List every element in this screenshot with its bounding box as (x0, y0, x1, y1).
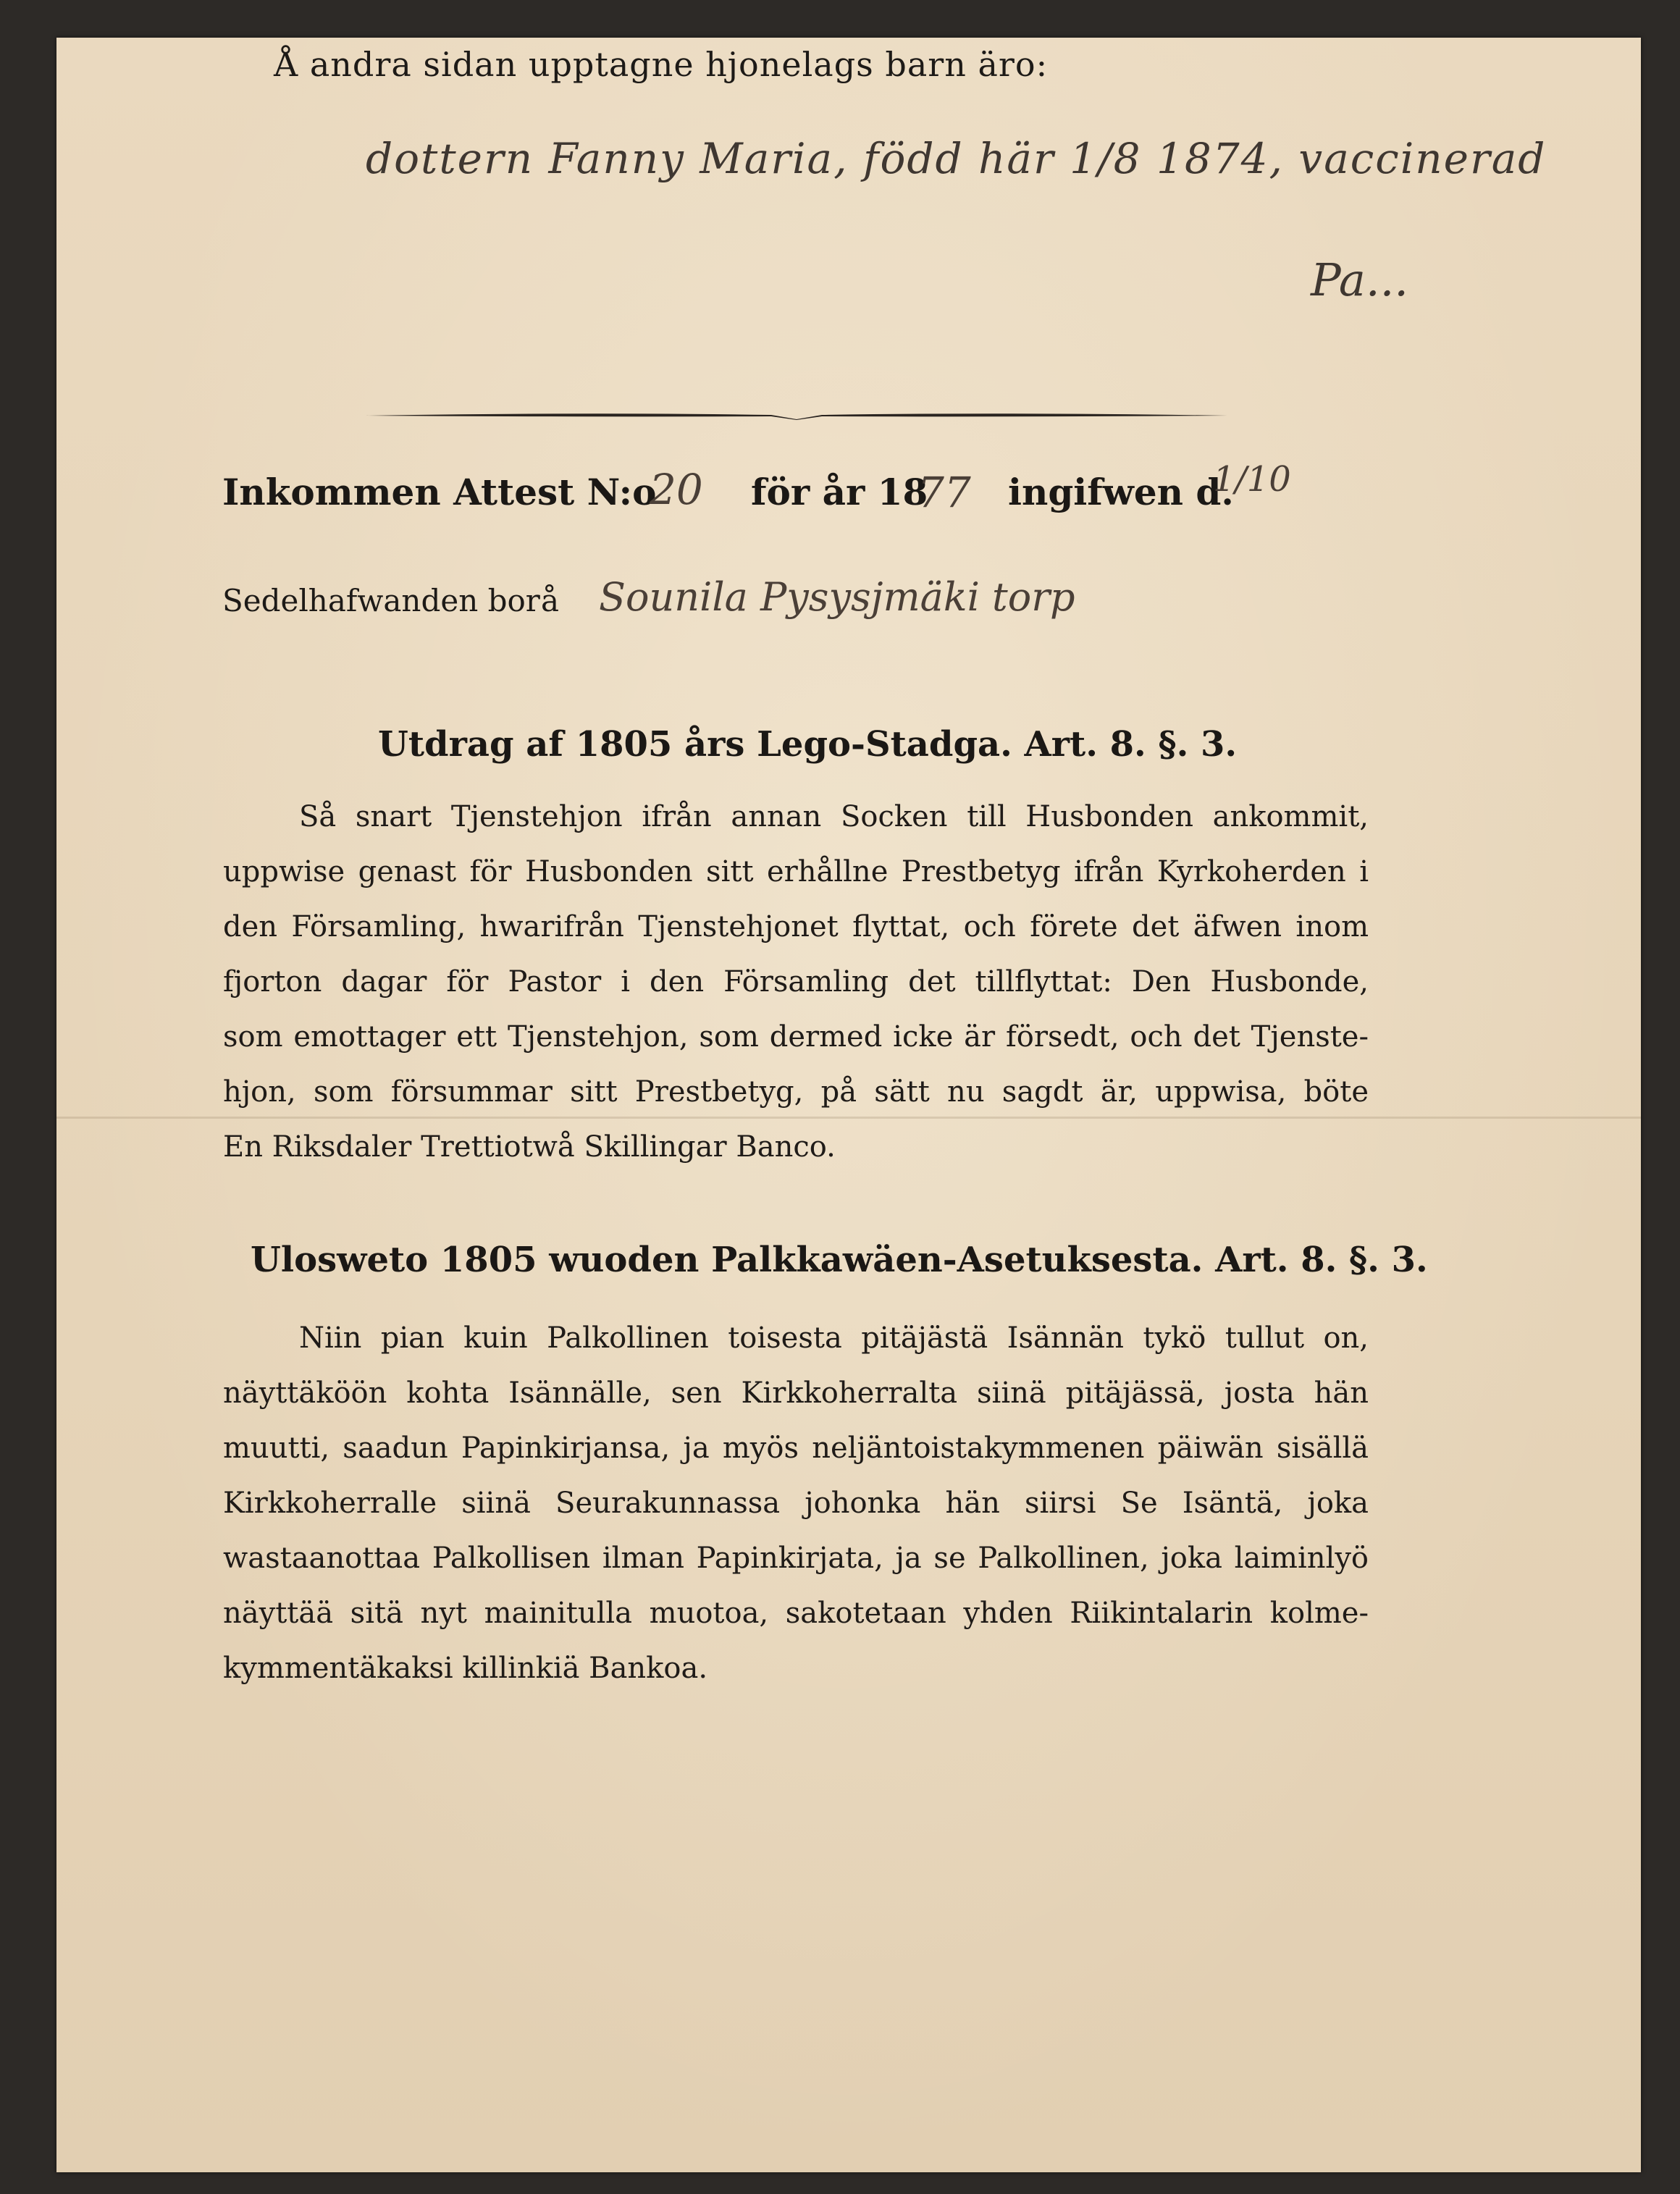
finnish-line: wastaanottaa Palkollisen ilman Papinkirjata, ja se Palkollinen, joka laiminlyö (223, 1542, 1369, 1575)
attest-date: 1/10 (1213, 459, 1291, 500)
residence-prefix: å (541, 583, 560, 618)
swedish-paragraph (223, 789, 1369, 1174)
attest-year-label: för år 18 (751, 471, 928, 513)
swedish-line: fjorton dagar för Pastor i den Församling det tillflyttat: Den Husbonde, (223, 965, 1369, 999)
children-header: Å andra sidan upptagne hjonelags barn äro: (274, 45, 1049, 84)
finnish-line: näyttäköön kohta Isännälle, sen Kirkkoherralta siinä pitäjässä, josta hän (223, 1376, 1369, 1410)
residence-label: Sedelhafwanden bor (222, 583, 540, 618)
finnish-line: näyttää sitä nyt mainitulla muotoa, sakotetaan yhden Riikintalarin kolme- (223, 1597, 1369, 1630)
swedish-line: den Församling, hwarifrån Tjenstehjonet flyttat, och förete det äfwen inom (223, 910, 1369, 943)
swedish-line: En Riksdaler Trettiotwå Skillingar Banco. (223, 1130, 836, 1164)
finnish-line: Niin pian kuin Palkollinen toisesta pitäjästä Isännän tykö tullut on, (299, 1321, 1369, 1355)
attest-year-suffix: 77 (917, 468, 971, 517)
swedish-section-title: Utdrag af 1805 års Lego-Stadga. Art. 8. §. 3. (378, 724, 1238, 765)
attest-label: Inkommen Attest N:o (222, 471, 657, 513)
swedish-line: uppwise genast för Husbonden sitt erhållne Prestbetyg ifrån Kyrkoherden i (223, 855, 1369, 888)
finnish-paragraph (223, 1311, 1369, 1696)
handwritten-signature: Pa... (1311, 253, 1409, 306)
swedish-line: hjon, som försummar sitt Prestbetyg, på sätt nu sagdt är, uppwisa, böte (223, 1075, 1369, 1109)
attest-number: 20 (650, 465, 703, 514)
swedish-line: som emottager ett Tjenstehjon, som dermed icke är försedt, och det Tjenste- (223, 1020, 1369, 1054)
residence-place: Sounila Pysysjmäki torp (599, 574, 1075, 620)
finnish-line: Kirkkoherralle siinä Seurakunnassa johonka hän siirsi Se Isäntä, joka (223, 1487, 1369, 1520)
finnish-section-title: Ulosweto 1805 wuoden Palkkawäen-Asetuksesta. Art. 8. §. 3. (251, 1240, 1428, 1280)
handwritten-child-entry: dottern Fanny Maria, född här 1/8 1874, vaccinerad (366, 134, 1547, 183)
swedish-line: Så snart Tjenstehjon ifrån annan Socken till Husbonden ankommit, (299, 800, 1369, 833)
attest-submitted-label: ingifwen d. (1008, 471, 1234, 513)
finnish-line: muutti, saadun Papinkirjansa, ja myös neljäntoistakymmenen päiwän sisällä (223, 1432, 1369, 1465)
ornamental-divider (366, 411, 1227, 421)
finnish-line: kymmentäkaksi killinkiä Bankoa. (223, 1652, 708, 1685)
